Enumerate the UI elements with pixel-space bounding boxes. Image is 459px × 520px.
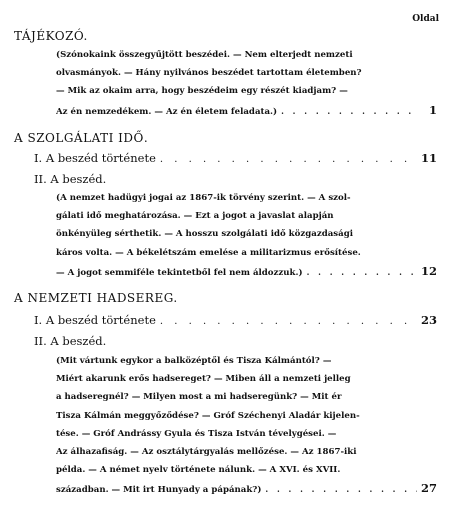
leader-dots: [307, 263, 417, 281]
entry-label: I. A beszéd története: [34, 313, 156, 327]
summary-line: Tisza Kálmán meggyőződése? — Gróf Széchenyi Aladár kijelen-: [56, 410, 360, 421]
section-title-tajekozo: TÁJÉKOZÓ.: [14, 29, 88, 43]
page-number: 27: [420, 481, 437, 496]
summary-line: példa. — A német nyelv története nálunk. — A XVI. és XVII.: [56, 465, 341, 476]
summary-line: olvasmányok. — Hány nyilvános beszédet tartottam életemben?: [56, 68, 362, 79]
leader-dots: [160, 316, 417, 327]
summary-line: (Szónokaink összegyűjtött beszédei. — Nem elterjedt nemzeti: [56, 50, 353, 60]
summary-line: — Mik az okaim arra, hogy beszédeim egy részét kiadjam? —: [56, 86, 348, 97]
summary-line: (Mit vártunk egykor a balközéptől és Tisza Kálmántól? —: [56, 356, 332, 366]
leader-dots: [265, 480, 417, 498]
entry-a-beszed: [34, 172, 437, 186]
summary-line: a hadseregnél? — Milyen most a mi hadseregünk? — Mit ér: [56, 392, 342, 403]
section-summary-szolgalati-ido: [56, 189, 437, 282]
section-title-szolgalati-ido: A SZOLGÁLATI IDŐ.: [14, 131, 149, 145]
section-summary-tajekozo: [56, 46, 437, 121]
summary-line: Miért akarunk erős hadsereget? — Miben áll a nemzeti jelleg: [56, 374, 351, 385]
summary-line: önkényüleg sérthetik. — A hosszu szolgálati idő közgazdasági: [56, 229, 353, 240]
entry-beszed-tortenete: [34, 313, 437, 327]
page-number: 1: [428, 102, 437, 117]
summary-line: káros volta. — A békelétszám emelése a militarizmus erősítése.: [56, 247, 361, 258]
section-title-nemzeti-hadsereg: A NEMZETI HADSEREG.: [14, 291, 178, 305]
section-summary-nemzeti-hadsereg: [56, 352, 437, 500]
summary-line: gálati idő meghatározása. — Ezt a jogot a javaslat alapján: [56, 211, 334, 222]
entry-label: I. A beszéd története: [34, 151, 156, 165]
summary-line: Az én nemzedékem. — Az én életem feladata.) . . . 1: [56, 101, 437, 121]
page-number: 23: [420, 313, 437, 327]
leader-dots: [281, 102, 419, 120]
entry-label: II. A beszéd.: [34, 172, 107, 186]
summary-line: tése. — Gróf Andrássy Gyula és Tisza István tévelygései. —: [56, 428, 337, 439]
summary-line: században. — Mit irt Hunyady a pápának?) . . . 27: [56, 479, 437, 499]
entry-beszed-tortenete: [34, 151, 437, 165]
entry-label: II. A beszéd.: [34, 334, 107, 348]
summary-line: (A nemzet hadügyi jogai az 1867-ik törvény szerint. — A szol-: [56, 193, 351, 203]
page-column-label: Oldal: [412, 14, 439, 24]
leader-dots: [160, 154, 417, 165]
page-number: 11: [420, 151, 437, 165]
page-number: 12: [420, 263, 437, 278]
entry-a-beszed: [34, 334, 437, 348]
summary-line: — A jogot semmiféle tekintetből fel nem áldozzuk.) . . . 12: [56, 262, 437, 282]
summary-line: Az álhazafiság. — Az osztálytárgyalás mellőzése. — Az 1867-iki: [56, 447, 357, 458]
